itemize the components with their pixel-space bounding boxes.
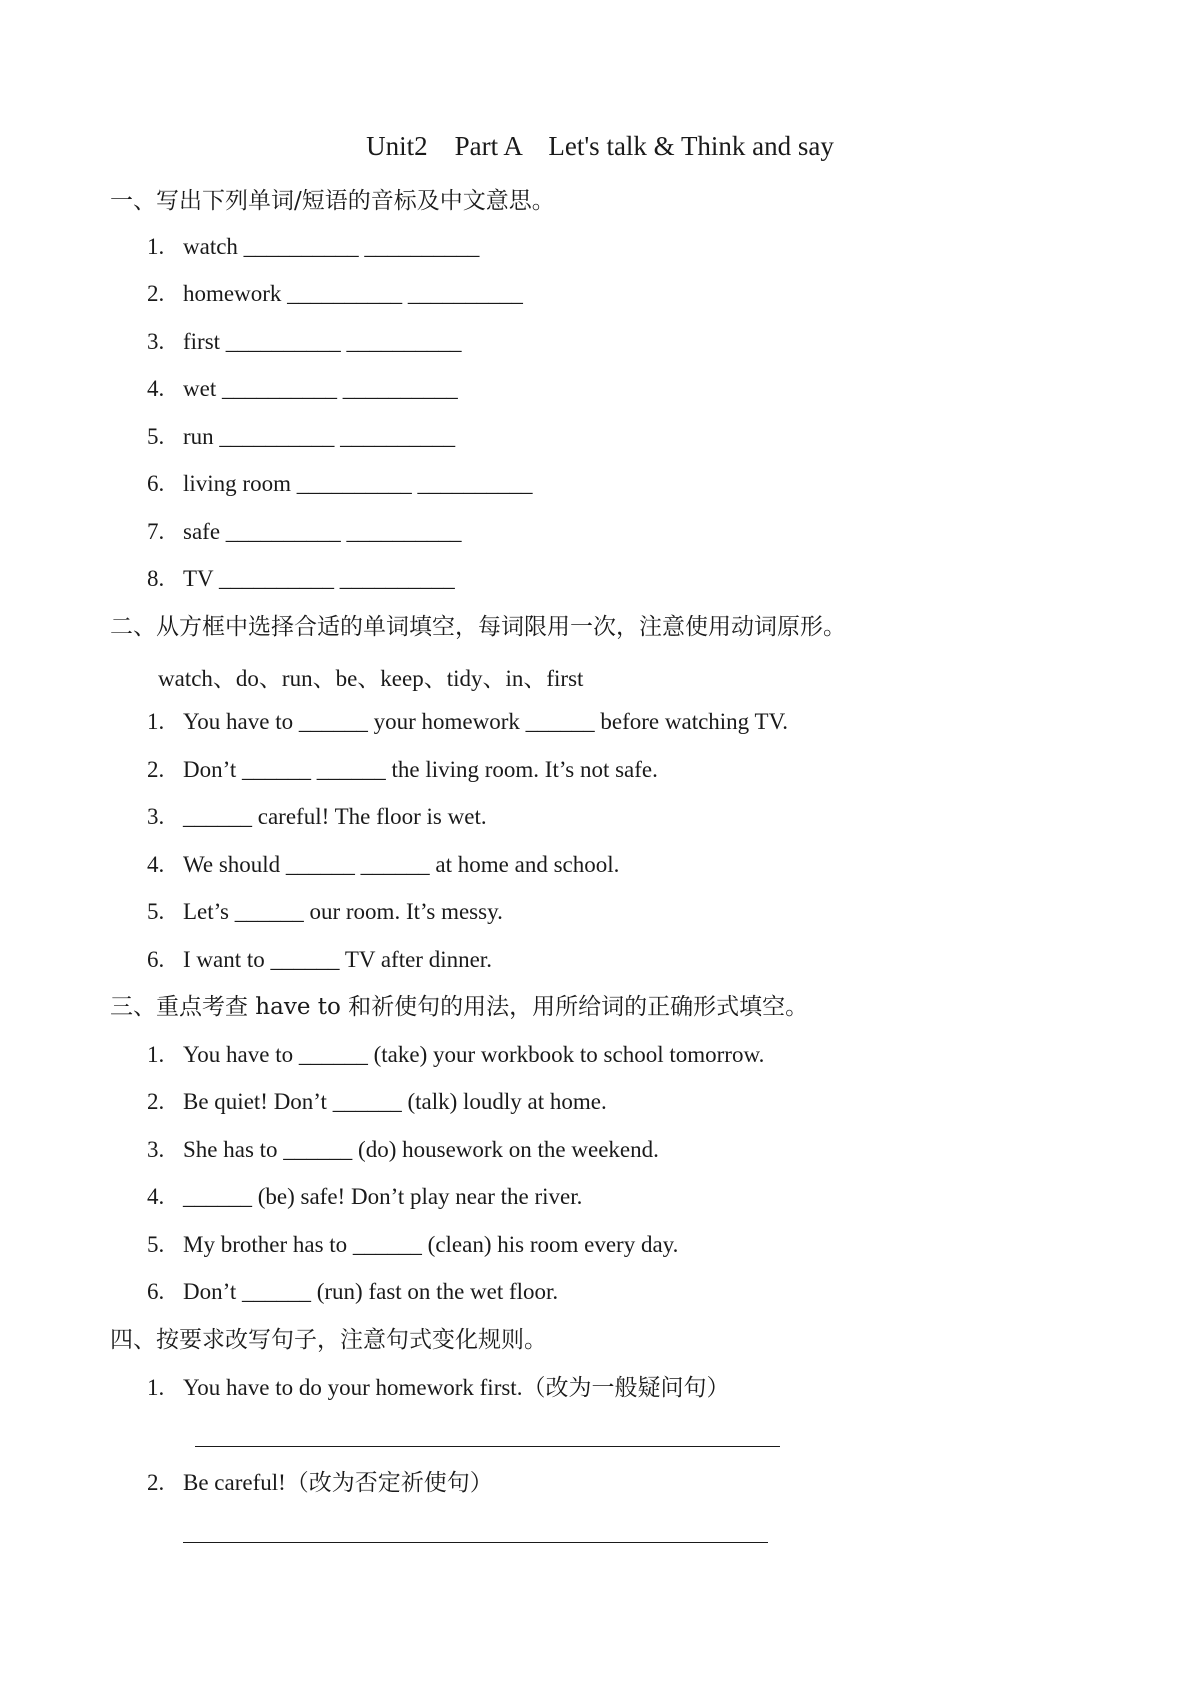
section1-item-6 — [147, 469, 532, 499]
section2-item-6 — [147, 945, 492, 975]
section3-item-1 — [147, 1040, 764, 1070]
item-number: 3. — [147, 804, 165, 829]
answer-line-2 — [183, 1542, 768, 1543]
item-number: 6. — [147, 947, 165, 972]
item-number: 3. — [147, 1137, 165, 1162]
item-number: 5. — [147, 899, 165, 924]
item-text: Be quiet! Don’t ______ (talk) loudly at home. — [183, 1089, 607, 1114]
item-text: TV __________ __________ — [183, 566, 455, 591]
item-text: Don’t ______ ______ the living room. It’s not safe. — [183, 757, 658, 782]
item-number: 2. — [147, 281, 165, 306]
item-number: 2. — [147, 1089, 165, 1114]
item-number: 7. — [147, 519, 165, 544]
section1-heading: 一、写出下列单词/短语的音标及中文意思。 — [110, 188, 555, 214]
section1-item-8 — [147, 564, 455, 594]
item-text: ______ (be) safe! Don’t play near the river. — [183, 1184, 583, 1209]
item-text: run __________ __________ — [183, 424, 456, 449]
item-text: Let’s ______ our room. It’s messy. — [183, 899, 503, 924]
section2-item-2 — [147, 755, 658, 785]
item-text: My brother has to ______ (clean) his room every day. — [183, 1232, 679, 1257]
item-text: You have to ______ (take) your workbook to school tomorrow. — [183, 1042, 765, 1067]
item-number: 5. — [147, 1232, 165, 1257]
section4-item-2 — [147, 1468, 493, 1498]
section2-item-1 — [147, 707, 788, 737]
item-text: ______ careful! The floor is wet. — [183, 804, 487, 829]
section2-item-3 — [147, 802, 487, 832]
item-number: 1. — [147, 709, 165, 734]
section3-item-3 — [147, 1135, 659, 1165]
item-text: Be careful!（改为否定祈使句） — [183, 1470, 493, 1495]
item-number: 1. — [147, 1042, 165, 1067]
section1-item-7 — [147, 517, 462, 547]
item-number: 4. — [147, 852, 165, 877]
section2-item-5 — [147, 897, 503, 927]
section1-item-5 — [147, 422, 455, 452]
item-text: You have to ______ your homework ______ before watching TV. — [183, 709, 788, 734]
section3-item-6 — [147, 1277, 558, 1307]
item-number: 1. — [147, 234, 165, 259]
item-text: wet __________ __________ — [183, 376, 458, 401]
item-text: safe __________ __________ — [183, 519, 462, 544]
answer-line-1 — [195, 1446, 780, 1447]
item-number: 4. — [147, 376, 165, 401]
item-text: Don’t ______ (run) fast on the wet floor. — [183, 1279, 559, 1304]
item-number: 6. — [147, 471, 165, 496]
section1-item-1 — [147, 232, 479, 262]
item-number: 4. — [147, 1184, 165, 1209]
section1-item-4 — [147, 374, 458, 404]
item-text: I want to ______ TV after dinner. — [183, 947, 492, 972]
item-number: 8. — [147, 566, 165, 591]
item-text: We should ______ ______ at home and school. — [183, 852, 620, 877]
item-text: watch __________ __________ — [183, 234, 480, 259]
item-number: 1. — [147, 1375, 165, 1400]
section3-item-2 — [147, 1087, 607, 1117]
section1-item-2 — [147, 279, 523, 309]
item-number: 6. — [147, 1279, 165, 1304]
section2-item-4 — [147, 850, 619, 880]
section1-item-3 — [147, 327, 462, 357]
section3-item-5 — [147, 1230, 678, 1260]
section3-item-4 — [147, 1182, 582, 1212]
section2-heading: 二、从方框中选择合适的单词填空，每词限用一次，注意使用动词原形。 — [110, 614, 846, 640]
item-text: You have to do your homework first.（改为一般疑问句） — [183, 1375, 730, 1400]
item-text: She has to ______ (do) housework on the weekend. — [183, 1137, 659, 1162]
item-number: 3. — [147, 329, 165, 354]
section4-item-1 — [147, 1373, 729, 1403]
item-number: 2. — [147, 757, 165, 782]
word-bank: watch、do、run、be、keep、tidy、in、first — [158, 666, 584, 691]
item-number: 2. — [147, 1470, 165, 1495]
item-text: living room __________ __________ — [183, 471, 533, 496]
item-text: homework __________ __________ — [183, 281, 523, 306]
item-number: 5. — [147, 424, 165, 449]
item-text: first __________ __________ — [183, 329, 462, 354]
section4-heading: 四、按要求改写句子，注意句式变化规则。 — [110, 1327, 547, 1353]
page-title: Unit2 Part A Let's talk & Think and say — [366, 131, 834, 161]
section3-heading: 三、重点考查 have to 和祈使句的用法，用所给词的正确形式填空。 — [110, 994, 809, 1020]
